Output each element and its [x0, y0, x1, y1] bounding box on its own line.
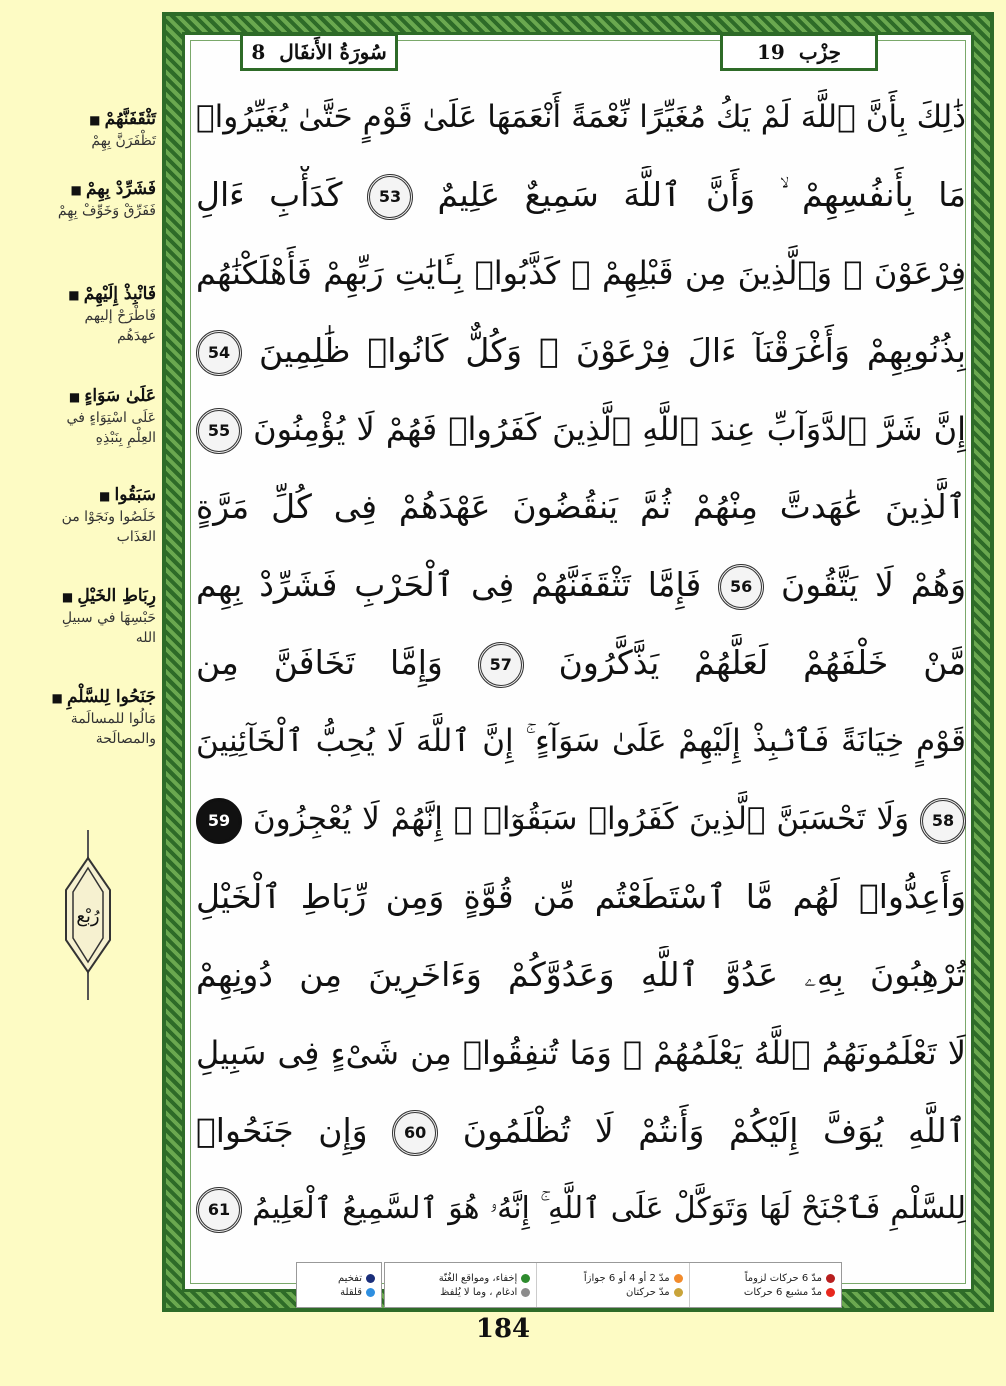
surah-header — [240, 33, 398, 71]
legend-dot — [674, 1288, 683, 1297]
ayah-number-marker: 58 — [920, 798, 966, 844]
ayah-number-marker: 60 — [392, 1110, 438, 1156]
glossary-entry — [6, 108, 156, 151]
text-line: لَا تَعْلَمُونَهُمُ ٱللَّهُ يَعْلَمُهُمْ ۚ وَمَا تُنفِقُوا۟ مِن شَىْءٍ فِى سَبِيلِ — [196, 1034, 966, 1072]
text-line: مَا بِأَنفُسِهِمْ ۙ وَأَنَّ ٱللَّهَ سَمِيعٌ عَلِيمٌ 53 كَدَأْبِ ءَالِ — [196, 166, 966, 224]
text-line: 58 وَلَا تَحْسَبَنَّ ٱلَّذِينَ كَفَرُوا۟ سَبَقُوٓا۟ ۚ إِنَّهُمْ لَا يُعْجِزُونَ 59 — [196, 790, 966, 848]
glossary-definition: تَظْفَرَنَّ بِهِمْ — [91, 133, 156, 149]
glossary-term: سَبَقُوا ■ — [6, 484, 156, 507]
ayah-number-marker: 55 — [196, 408, 242, 454]
glossary-definition: مَالُوا للمسالَمة والمصالَحة — [70, 711, 156, 747]
glossary-definition: حَبْسِهَا في سبيلِ الله — [61, 610, 156, 646]
legend-item: إخفاء، ومواقع الغُنّة — [391, 1273, 530, 1284]
glossary-entry — [6, 283, 156, 346]
glossary-entry — [6, 385, 156, 448]
glossary-term: فَشَرِّدْ بِهِمْ ■ — [6, 178, 156, 201]
text-line: لِلسَّلْمِ فَٱجْنَحْ لَهَا وَتَوَكَّلْ عَلَى ٱللَّهِ ۚ إِنَّهُۥ هُوَ ٱلسَّمِيعُ ٱلْعَلِيمُ 61 — [196, 1180, 966, 1238]
legend-dot — [826, 1274, 835, 1283]
text-line: تُرْهِبُونَ بِهِۦ عَدُوَّ ٱللَّهِ وَعَدُوَّكُمْ وَءَاخَرِينَ مِن دُونِهِمْ — [196, 955, 966, 994]
ayah-number-marker: 53 — [367, 174, 413, 220]
legend-column — [536, 1263, 688, 1307]
glossary-term: رِبَاطِ الخَيْلِ ■ — [6, 585, 156, 608]
glossary-entry — [6, 686, 156, 749]
legend-item: ادغام ، وما لا يُلفظ — [391, 1287, 530, 1298]
hizb-quarter-marker — [58, 830, 118, 1000]
glossary-entry — [6, 484, 156, 547]
legend-item: مدّ حركتان — [543, 1287, 682, 1298]
tajweed-legend-small — [296, 1262, 382, 1308]
ayah-number-marker: 56 — [718, 564, 764, 610]
legend-dot — [674, 1274, 683, 1283]
hizb-label: حِزْب — [798, 40, 842, 64]
legend-dot — [366, 1288, 375, 1297]
legend-column — [385, 1263, 536, 1307]
legend-dot — [366, 1274, 375, 1283]
text-line: إِنَّ شَرَّ ٱلدَّوَآبِّ عِندَ ٱللَّهِ ٱلَّذِينَ كَفَرُوا۟ فَهُمْ لَا يُؤْمِنُونَ 55 — [196, 400, 966, 458]
text-line: وَأَعِدُّوا۟ لَهُم مَّا ٱسْتَطَعْتُم مِّن قُوَّةٍ وَمِن رِّبَاطِ ٱلْخَيْلِ — [196, 877, 966, 916]
legend-item: قلقلة — [303, 1287, 375, 1298]
legend-item: مدّ 6 حركات لزوماً — [696, 1273, 835, 1284]
text-line: مَّنْ خَلْفَهُمْ لَعَلَّهُمْ يَذَّكَّرُونَ 57 وَإِمَّا تَخَافَنَّ مِن — [196, 634, 966, 692]
ayah-number-marker: 54 — [196, 330, 242, 376]
legend-dot — [521, 1288, 530, 1297]
ayah-number-marker: 57 — [478, 642, 524, 688]
text-line: بِذُنُوبِهِمْ وَأَغْرَقْنَآ ءَالَ فِرْعَوْنَ ۚ وَكُلٌّ كَانُوا۟ ظَٰلِمِينَ 54 — [196, 322, 966, 380]
text-line: وَهُمْ لَا يَتَّقُونَ 56 فَإِمَّا تَثْقَفَنَّهُمْ فِى ٱلْحَرْبِ فَشَرِّدْ بِهِم — [196, 556, 966, 614]
legend-dot — [521, 1274, 530, 1283]
text-line: ٱلَّذِينَ عَٰهَدتَّ مِنْهُمْ ثُمَّ يَنقُضُونَ عَهْدَهُمْ فِى كُلِّ مَرَّةٍ — [196, 487, 966, 526]
glossary-term: تَثْقَفَنَّهُمْ ■ — [6, 108, 156, 131]
glossary-definition: خَلَصُوا ونَجَوْا من العَذَاب — [61, 509, 156, 545]
hizb-number: 19 — [756, 40, 785, 64]
legend-column — [689, 1263, 841, 1307]
text-line: فِرْعَوْنَ ۙ وَٱلَّذِينَ مِن قَبْلِهِمْ ۚ كَذَّبُوا۟ بِـَٔايَٰتِ رَبِّهِمْ فَأَهْلَكْنَٰهُم — [196, 254, 966, 292]
glossary-entry — [6, 178, 156, 221]
glossary-term: جَنَحُوا لِلسَّلْمِ ■ — [6, 686, 156, 709]
legend-dot — [826, 1288, 835, 1297]
legend-item: مدّ 2 أو 4 أو 6 جوازاً — [543, 1273, 682, 1284]
text-line: ٱللَّهِ يُوَفَّ إِلَيْكُمْ وَأَنتُمْ لَا تُظْلَمُونَ 60 وَإِن جَنَحُوا۟ — [196, 1102, 966, 1160]
glossary-definition: فَاطْرَحْ إليهم عهدَهُم — [84, 308, 156, 344]
glossary-definition: فَفَرِّقْ وَخَوِّفْ بِهِمْ — [57, 203, 156, 219]
text-line: ذَٰلِكَ بِأَنَّ ٱللَّهَ لَمْ يَكُ مُغَيِّرًا نِّعْمَةً أَنْعَمَهَا عَلَىٰ قَوْمٍ حَتَّىٰ يُغَيِّرُوا۟ — [196, 99, 966, 135]
ayah-number-marker: 61 — [196, 1187, 242, 1233]
legend-item: تفخيم — [303, 1273, 375, 1284]
hizb-header — [720, 33, 878, 71]
glossary-entry — [6, 585, 156, 648]
surah-name: سُورَةُ الأَنفَال — [279, 40, 387, 64]
glossary-term: فَانْبِذْ إِلَيْهِمْ ■ — [6, 283, 156, 306]
ayah-number-marker-sajda: 59 — [196, 798, 242, 844]
page-number: 184 — [475, 1314, 531, 1344]
hizb-marker-text: رُبْع — [76, 906, 100, 927]
tajweed-legend — [384, 1262, 842, 1308]
glossary-term: عَلَىٰ سَوَاءٍ ■ — [6, 385, 156, 408]
quran-text — [196, 88, 966, 1258]
legend-item: مدّ مشبع 6 حركات — [696, 1287, 835, 1298]
surah-number: 8 — [251, 40, 266, 64]
glossary-definition: عَلَى اسْتِوَاءٍ في العِلْمِ بِنَبْذِهِ — [66, 410, 156, 446]
text-line: قَوْمٍ خِيَانَةً فَٱنۢبِذْ إِلَيْهِمْ عَلَىٰ سَوَآءٍ ۚ إِنَّ ٱللَّهَ لَا يُحِبُّ ٱلْخَآئِنِينَ — [196, 723, 966, 759]
